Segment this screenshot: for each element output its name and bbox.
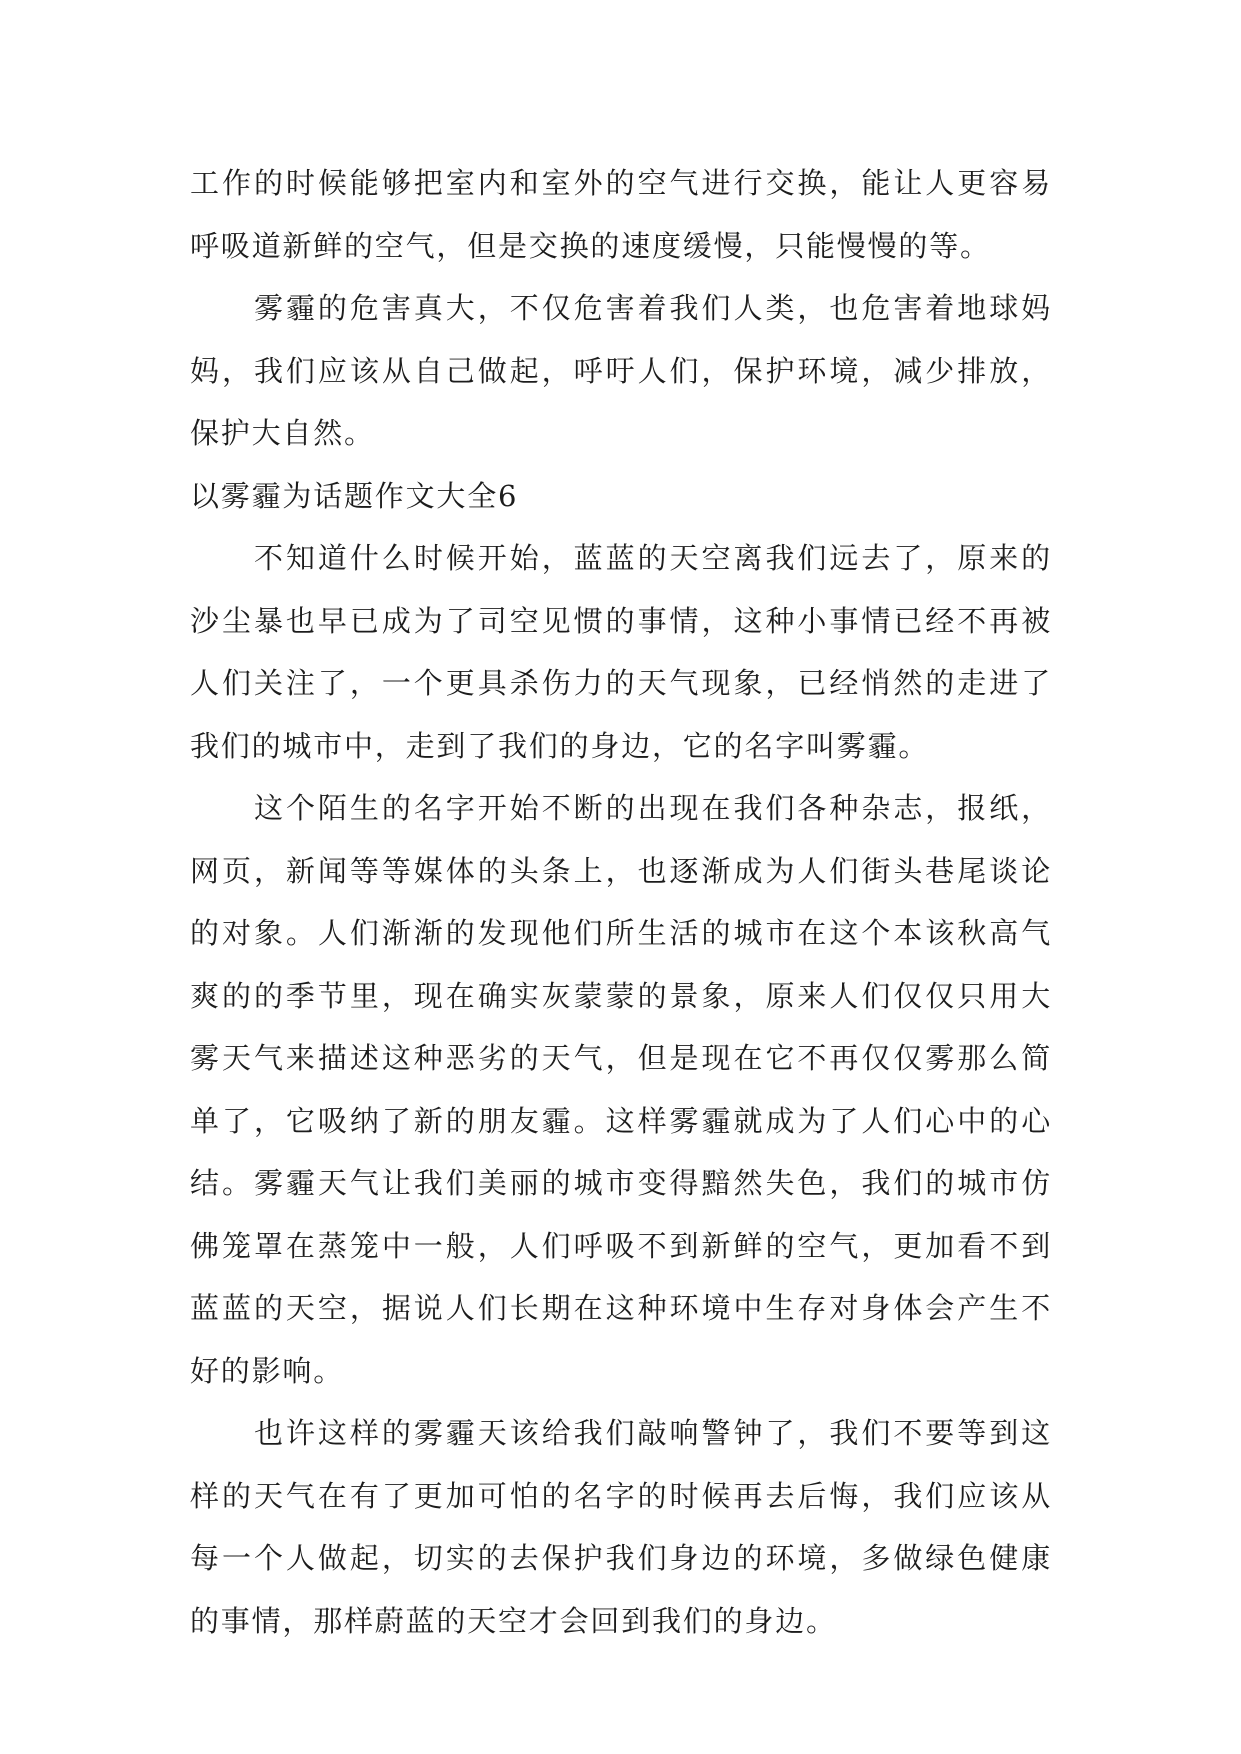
body-paragraph: 工作的时候能够把室内和室外的空气进行交换，能让人更容易呼吸道新鲜的空气，但是交换的速度缓慢，只能慢慢的等。	[190, 166, 1052, 263]
body-paragraph: 也许这样的雾霾天该给我们敲响警钟了，我们不要等到这样的天气在有了更加可怕的名字的时候再去后悔，我们应该从每一个人做起，切实的去保护我们身边的环境，多做绿色健康的事情，那样蔚蓝的天空才会回到我们的身边。	[190, 1416, 1052, 1638]
body-paragraph: 雾霾的危害真大，不仅危害着我们人类，也危害着地球妈妈，我们应该从自己做起，呼吁人们，保护环境，减少排放，保护大自然。	[190, 291, 1052, 450]
section-heading: 以雾霾为话题作文大全6	[190, 478, 519, 513]
document-page	[190, 152, 1052, 1652]
body-paragraph: 这个陌生的名字开始不断的出现在我们各种杂志，报纸，网页，新闻等等媒体的头条上，也逐渐成为人们街头巷尾谈论的对象。人们渐渐的发现他们所生活的城市在这个本该秋高气爽的的季节里，现在确实灰蒙蒙的景象，原来人们仅仅只用大雾天气来描述这种恶劣的天气，但是现在它不再仅仅雾那么简单了，它吸纳了新的朋友霾。这样雾霾就成为了人们心中的心结。雾霾天气让我们美丽的城市变得黯然失色，我们的城市仿佛笼罩在蒸笼中一般，人们呼吸不到新鲜的空气，更加看不到蓝蓝的天空，据说人们长期在这种环境中生存对身体会产生不好的影响。	[190, 791, 1052, 1388]
body-paragraph: 不知道什么时候开始，蓝蓝的天空离我们远去了，原来的沙尘暴也早已成为了司空见惯的事情，这种小事情已经不再被人们关注了，一个更具杀伤力的天气现象，已经悄然的走进了我们的城市中，走到了我们的身边，它的名字叫雾霾。	[190, 541, 1052, 763]
